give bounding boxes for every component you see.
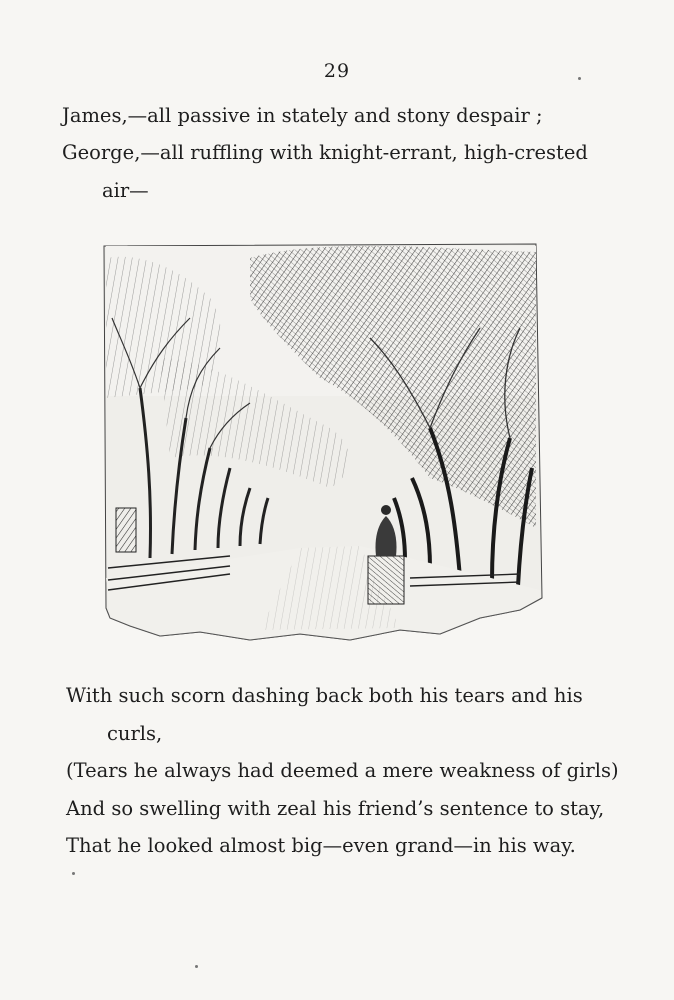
paper-speck — [72, 872, 75, 875]
verse-line: And so swelling with zeal his friend’s sentence to stay, — [66, 797, 605, 820]
page-number: 29 — [323, 60, 351, 82]
verse-line-continuation: air— — [102, 179, 149, 202]
verse-line-continuation: curls, — [107, 722, 163, 745]
paper-speck — [578, 77, 581, 80]
verse-line: (Tears he always had deemed a mere weakness of girls) — [66, 759, 619, 782]
promenade-illustration — [100, 238, 548, 658]
verse-line: That he looked almost big—even grand—in his way. — [66, 834, 576, 857]
verse-line: James,—all passive in stately and stony despair ; — [62, 104, 543, 127]
verse-line: With such scorn dashing back both his tears and his — [66, 684, 583, 707]
paper-speck — [195, 965, 198, 968]
tree-lined-promenade-engraving — [100, 238, 548, 658]
verse-line: George,—all ruffling with knight-errant, high-crested — [62, 141, 588, 164]
